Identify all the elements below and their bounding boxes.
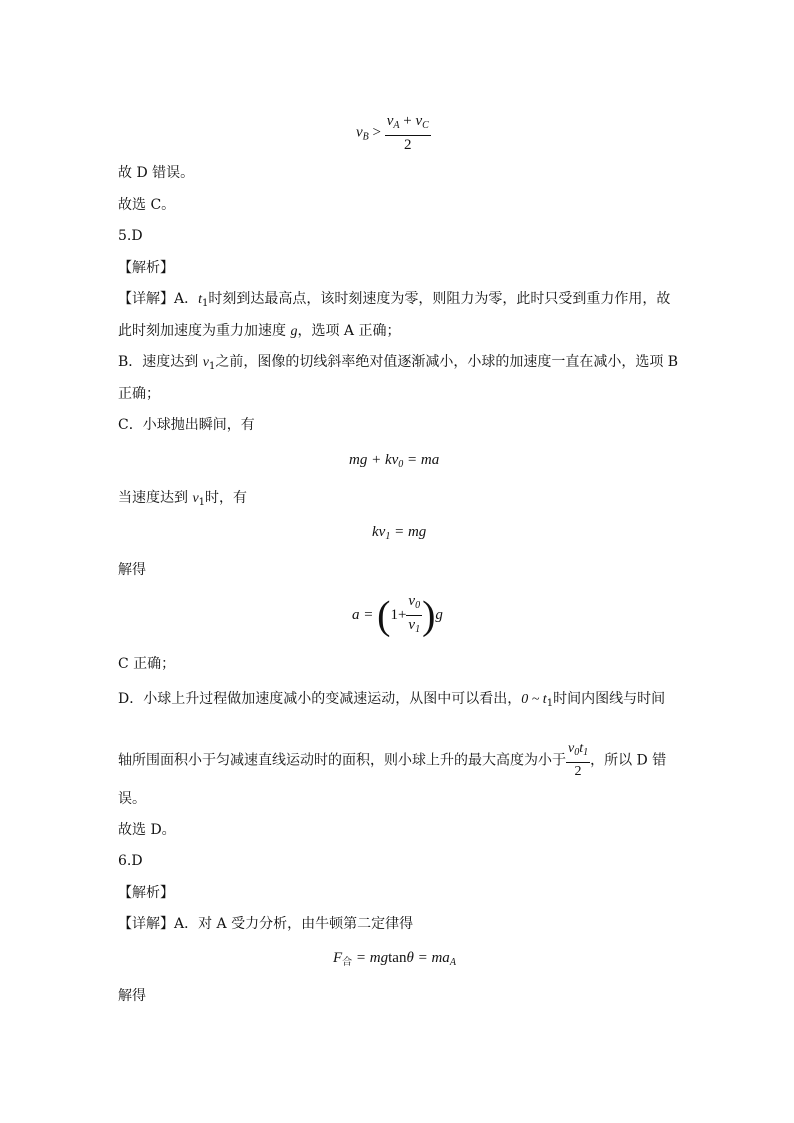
eq-term: v <box>386 113 394 129</box>
text-span: B．速度达到 <box>118 354 203 370</box>
left-paren: ( <box>377 592 391 638</box>
eq-term: = mg <box>352 950 389 966</box>
eq-term: v <box>408 593 416 609</box>
text-span: 之前，图像的切线斜率绝对值逐渐减小，小球的加速度一直在减小，选项 B <box>215 354 679 370</box>
text-span: ，所以 D 错 <box>590 752 667 769</box>
text-line <box>118 321 400 342</box>
eq-term: = mg <box>390 524 427 540</box>
eq-function: tan <box>388 950 407 966</box>
fraction <box>406 592 422 639</box>
fraction-denominator: 2 <box>574 764 582 779</box>
question-number: 5.D <box>118 228 143 244</box>
eq-operator: > <box>368 124 385 141</box>
eq-term: mg + kv <box>349 452 399 468</box>
eq-subscript: 0 <box>415 600 421 611</box>
text-line: 故选 C。 <box>118 197 176 213</box>
eq-subscript: A <box>393 120 400 131</box>
equation-vb-inequality <box>356 112 431 154</box>
eq-term: = ma <box>413 950 450 966</box>
eq-subscript: 0 <box>398 459 404 470</box>
fraction-numerator <box>566 740 590 763</box>
eq-term: kv <box>372 524 386 540</box>
fraction-numerator <box>385 112 431 136</box>
eq-subscript: B <box>362 131 369 143</box>
right-paren: ) <box>422 592 436 638</box>
section-heading: 【解析】 <box>118 260 174 276</box>
math-var: v <box>202 355 209 370</box>
text-span: D．小球上升过程做加速度减小的变减速运动，从图中可以看出， <box>118 691 522 707</box>
text-line: C．小球抛出瞬间，有 <box>118 417 255 433</box>
equation-newton-second-law <box>333 948 456 973</box>
fraction <box>566 740 590 781</box>
eq-subscript: A <box>449 957 456 968</box>
equation-acceleration <box>352 592 443 639</box>
text-line: C 正确； <box>118 656 176 672</box>
section-heading: 【解析】 <box>118 885 174 901</box>
math-var: t <box>198 292 203 307</box>
equation-force-initial <box>349 450 439 475</box>
text-line: 【详解】A．对 A 受力分析，由牛顿第二定律得 <box>118 916 414 932</box>
math-subscript: 1 <box>546 698 554 709</box>
text-line: 正确； <box>118 386 160 402</box>
eq-subscript: C <box>422 120 429 131</box>
eq-term: t <box>579 741 584 756</box>
eq-term: v <box>356 124 363 141</box>
text-line: 误。 <box>118 791 146 807</box>
text-line: 解得 <box>118 988 146 1004</box>
eq-term: v <box>415 113 423 129</box>
fraction-denominator: 2 <box>404 137 412 153</box>
text-line <box>118 352 678 377</box>
text-line: 故选 D。 <box>118 822 176 838</box>
text-line <box>118 289 670 314</box>
math-var: g <box>290 324 298 339</box>
text-span: 轴所围面积小于匀减速直线运动时的面积，则小球上升的最大高度为小于 <box>118 752 566 769</box>
fraction <box>385 112 431 154</box>
text-line <box>118 740 666 781</box>
question-number: 6.D <box>118 853 143 869</box>
eq-subscript: 1 <box>583 747 589 758</box>
text-span: 此时刻加速度为重力加速度 <box>118 323 291 339</box>
math-subscript: 1 <box>198 497 206 508</box>
eq-term: 1+ <box>390 606 407 623</box>
fraction-numerator <box>406 592 422 616</box>
text-line: 解得 <box>118 562 146 578</box>
text-line <box>118 689 665 714</box>
eq-term: θ <box>406 950 414 966</box>
fraction-denominator <box>406 616 422 639</box>
text-span: 时刻到达最高点，该时刻速度为零，则阻力为零，此时只受到重力作用，故 <box>208 291 671 307</box>
eq-operator: + <box>399 113 416 129</box>
text-span: 时间内图线与时间 <box>553 691 666 707</box>
eq-subscript: 合 <box>342 957 353 968</box>
text-span: 时，有 <box>205 490 248 506</box>
math-subscript: 1 <box>202 298 209 309</box>
math-subscript: 1 <box>208 361 216 372</box>
text-line <box>118 488 247 513</box>
math-range: 0 ~ t <box>521 692 547 707</box>
text-span: ，选项 A 正确； <box>297 323 401 339</box>
text-line: 故 D 错误。 <box>118 165 195 181</box>
eq-term: = ma <box>403 452 440 468</box>
eq-term: g <box>435 606 443 623</box>
eq-subscript: 1 <box>415 624 421 635</box>
eq-term: v <box>568 741 575 756</box>
eq-term: F <box>333 950 343 966</box>
eq-subscript: 1 <box>385 531 391 542</box>
text-span: 【详解】A． <box>118 291 199 307</box>
eq-subscript: 0 <box>574 747 580 758</box>
equation-terminal <box>372 522 426 547</box>
eq-term: a = <box>352 606 378 623</box>
eq-term: v <box>408 617 416 633</box>
math-var: v <box>192 491 199 506</box>
text-span: 当速度达到 <box>118 490 193 506</box>
